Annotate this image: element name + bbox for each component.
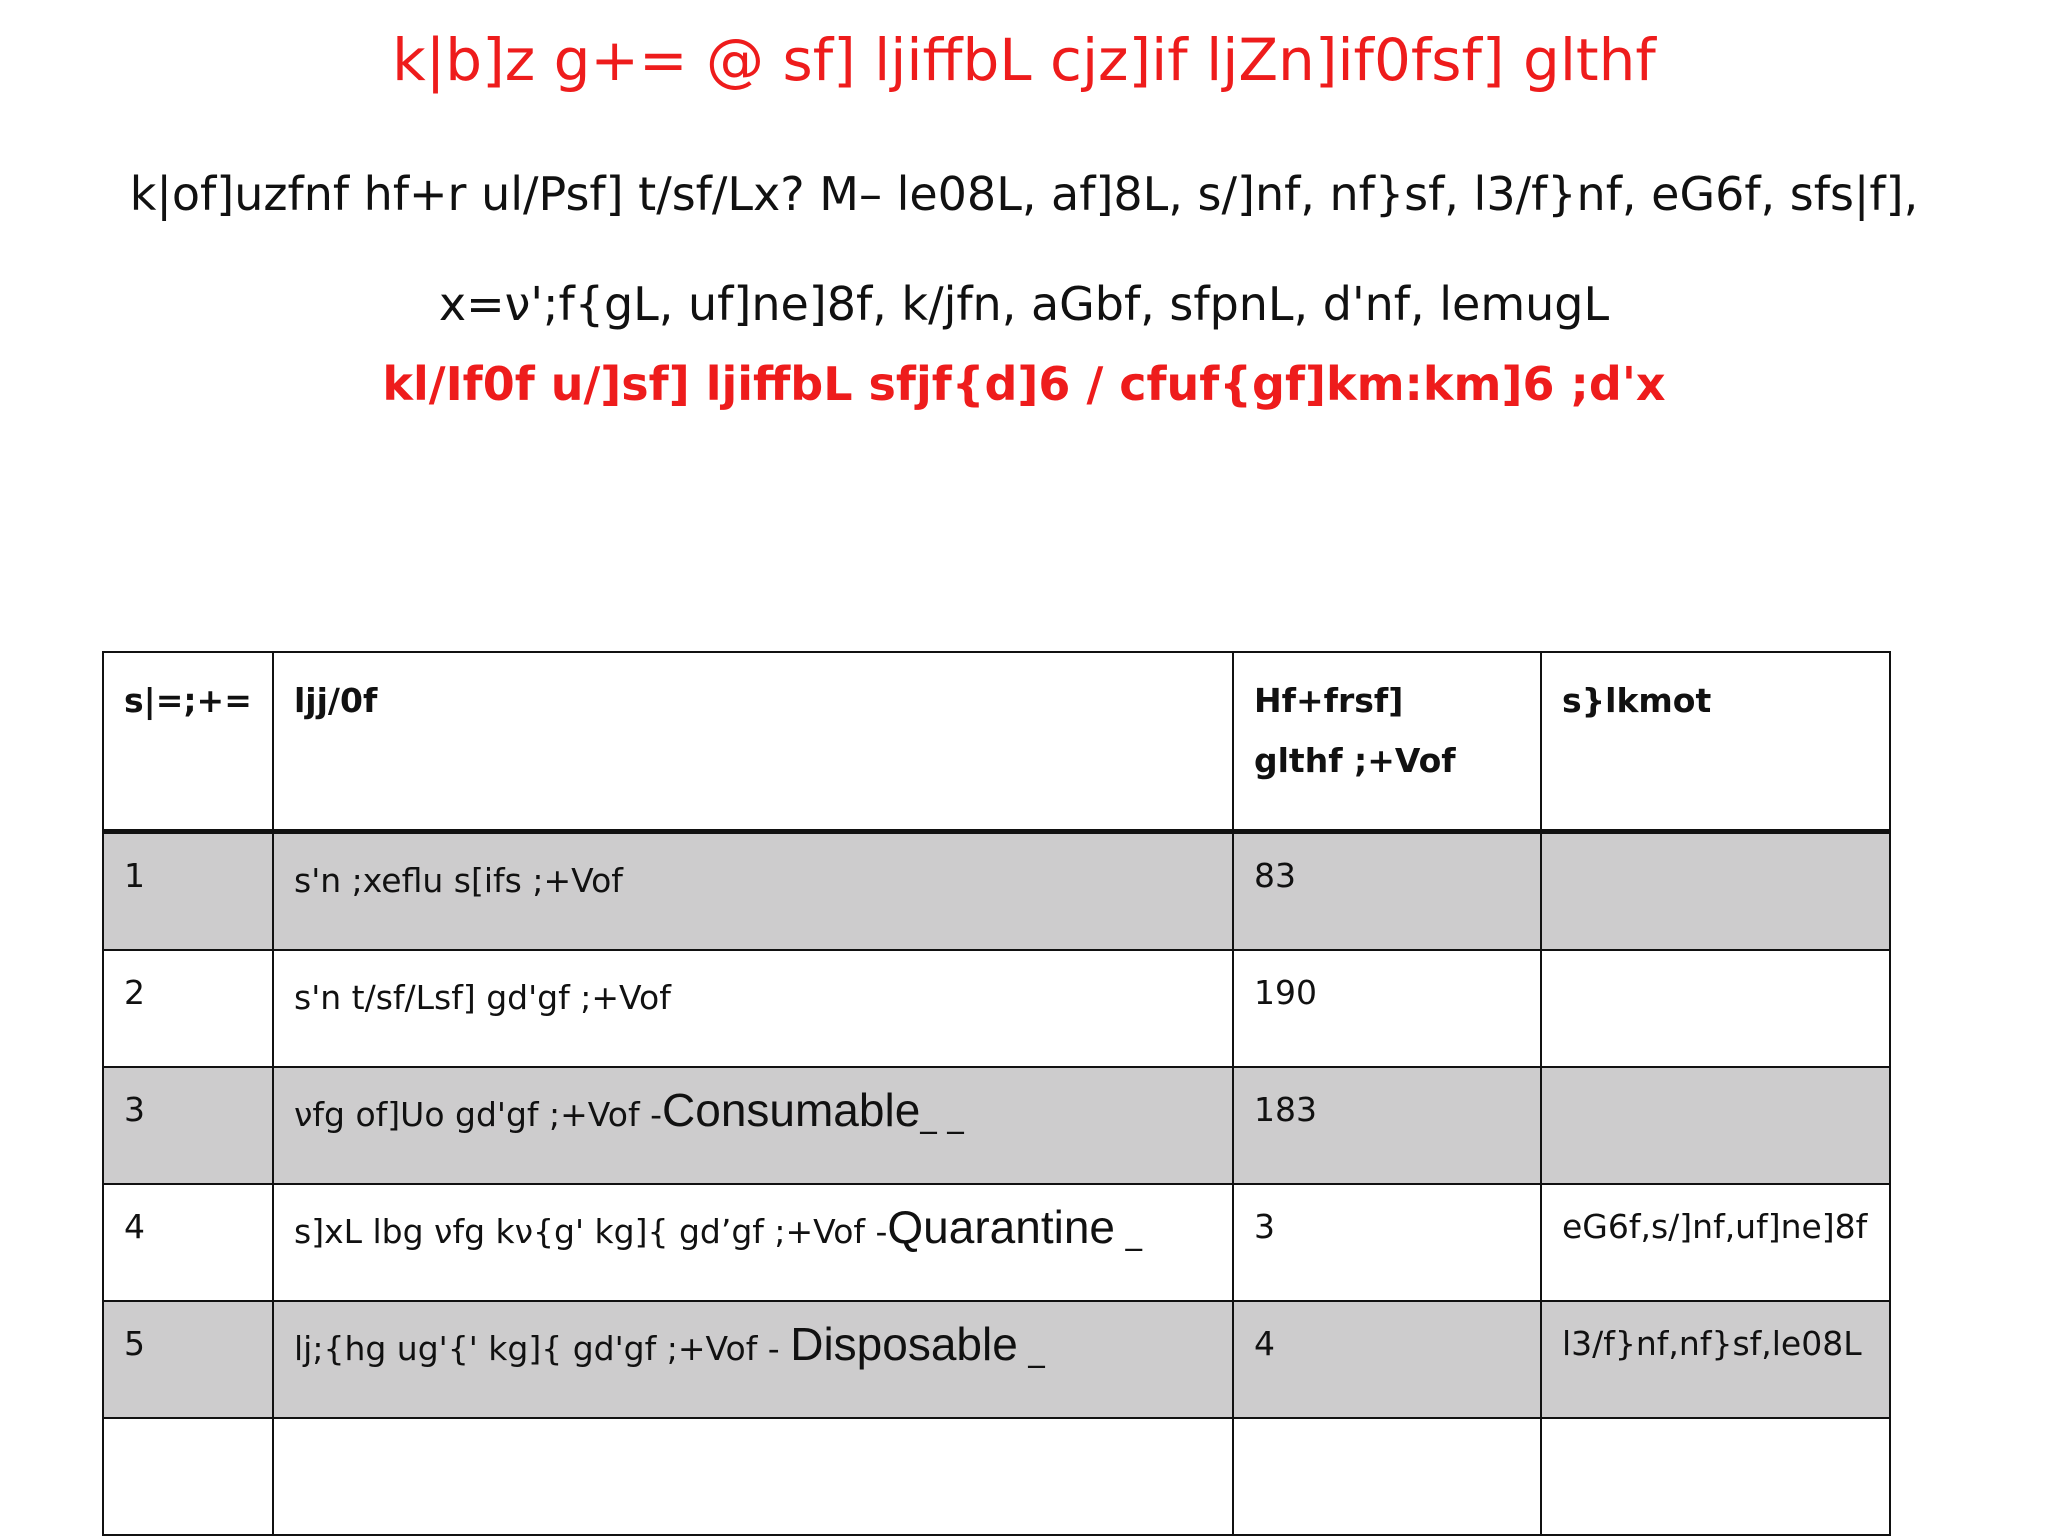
row-description [273, 832, 1233, 951]
row-serial [103, 1418, 273, 1535]
header-serial-number: s|=;+= [103, 652, 273, 832]
row-count: 4 [1233, 1301, 1541, 1418]
row-count [1233, 1418, 1541, 1535]
header-test-result-count [1233, 652, 1541, 832]
pesticide-group-subtitle: kl/If0f u/]sf] ljiffbL sfjf{d]6 / cfuf{gf]km:km]6 ;d'x [382, 357, 1666, 411]
row-description [273, 1184, 1233, 1301]
row-description-text: s'n t/sf/Lsf] gd'gf ;+Vof [294, 978, 671, 1017]
row-serial: 5 [103, 1301, 273, 1418]
tested-vegetables-line-2: x=ν';f{gL, uf]ne]8f, k/jfn, aGbf, sfpnL, d'nf, lemugL [438, 277, 1610, 331]
row-serial: 4 [103, 1184, 273, 1301]
tested-vegetables-line-1: k|of]uzfnf hf+r ul/Psf] t/sf/Lx? M– le08L, af]8L, s/]nf, nf}sf, l3/f}nf, eG6f, sfs|f], [129, 167, 1919, 221]
table-header-row [103, 652, 1890, 832]
table-row [103, 1301, 1890, 1418]
row-description-english: Disposable [790, 1318, 1018, 1370]
row-remarks [1541, 832, 1890, 951]
row-description-text: s]xL lbg νfg kν{g' kg]{ gd’gf ;+Vof - [294, 1212, 888, 1251]
row-description-text: s'n ;xeflu s[ifs ;+Vof [294, 861, 623, 900]
row-description-english: Quarantine [887, 1201, 1116, 1253]
table-row [103, 1418, 1890, 1535]
row-count: 83 [1233, 832, 1541, 951]
row-description [273, 950, 1233, 1067]
table-row [103, 1184, 1890, 1301]
results-table [102, 651, 1891, 1536]
row-remarks [1541, 1067, 1890, 1184]
row-description-suffix: _ [1017, 1329, 1045, 1368]
row-description-suffix: _ _ [920, 1095, 964, 1134]
row-description [273, 1301, 1233, 1418]
row-count: 183 [1233, 1067, 1541, 1184]
document-title: k|b]z g+= @ sf] ljiffbL cjz]if ljZn]if0fsf] glthf [392, 26, 1656, 94]
row-serial: 3 [103, 1067, 273, 1184]
row-description-text: νfg of]Uo gd'gf ;+Vof - [294, 1095, 663, 1134]
table-row [103, 1067, 1890, 1184]
row-remarks: eG6f,s/]nf,uf]ne]8f [1541, 1184, 1890, 1301]
row-serial: 1 [103, 832, 273, 951]
row-description-text: lj;{hg ug'{' kg]{ gd'gf ;+Vof - [294, 1329, 791, 1368]
table-row [103, 950, 1890, 1067]
row-description-suffix: _ [1115, 1212, 1143, 1251]
table-row [103, 832, 1890, 951]
row-count: 190 [1233, 950, 1541, 1067]
row-serial: 2 [103, 950, 273, 1067]
row-remarks [1541, 1418, 1890, 1535]
header-test-result-count-text: Hf+frsf] glthf ;+Vof [1254, 681, 1456, 780]
row-description [273, 1418, 1233, 1535]
header-remarks: s}lkmot [1541, 652, 1890, 832]
row-description [273, 1067, 1233, 1184]
row-remarks [1541, 950, 1890, 1067]
row-count: 3 [1233, 1184, 1541, 1301]
row-description-english: Consumable [662, 1084, 921, 1136]
row-remarks: l3/f}nf,nf}sf,le08L [1541, 1301, 1890, 1418]
header-description: ljj/0f [273, 652, 1233, 832]
